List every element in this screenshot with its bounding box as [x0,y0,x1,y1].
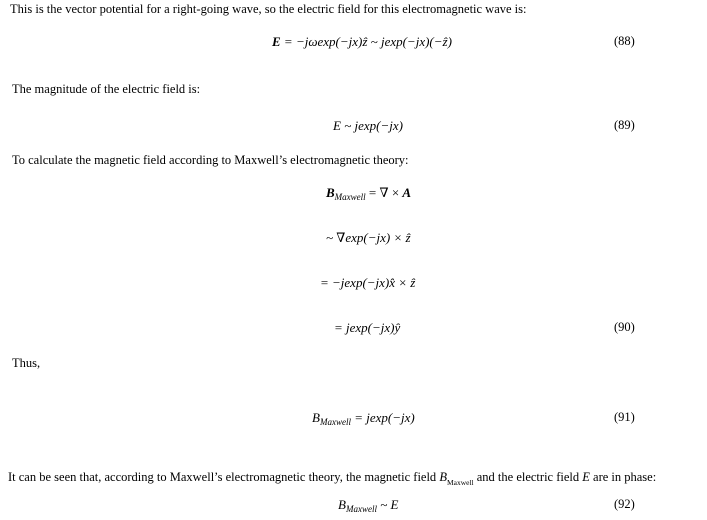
paragraph-in-phase: It can be seen that, according to Maxwell’s electromagnetic theory, the magnetic field $B_{Maxwell}$ and the electric field E are in phase: [8,470,657,487]
equation-90-line-2: ~ ∇exp(−jx) × ẑ [326,230,411,245]
equation-90-line-3: = −jexp(−jx)x̂ × ẑ [320,275,416,290]
equation-89: E ~ jexp(−jx) [333,118,403,133]
equation-92: $B_{Maxwell}$ ~ E [338,497,399,514]
equation-90-line-1: $B_{Maxwell}$ = ∇ × A [326,185,412,202]
equation-91: $B_{Maxwell} = jexp(-jx)$ [312,410,415,427]
paragraph-intro: This is the vector potential for a right-going wave, so the electric field for this electromagnetic wave is: [10,2,527,16]
equation-number-91: (91) [614,410,635,424]
equation-number-89: (89) [614,118,635,132]
equation-number-92: (92) [614,497,635,511]
equation-number-88: (88) [614,34,635,48]
equation-number-90: (90) [614,320,635,334]
paragraph-magnitude: The magnitude of the electric field is: [12,82,201,96]
equation-88: E = −jωexp(−jx)ẑ ~ jexp(−jx)(−ẑ) [272,34,452,49]
equation-90-line-4: = jexp(−jx)ŷ [334,320,401,335]
paragraph-maxwell: To calculate the magnetic field according to Maxwell’s electromagnetic theory: [12,153,409,167]
paragraph-thus: Thus, [12,356,41,370]
